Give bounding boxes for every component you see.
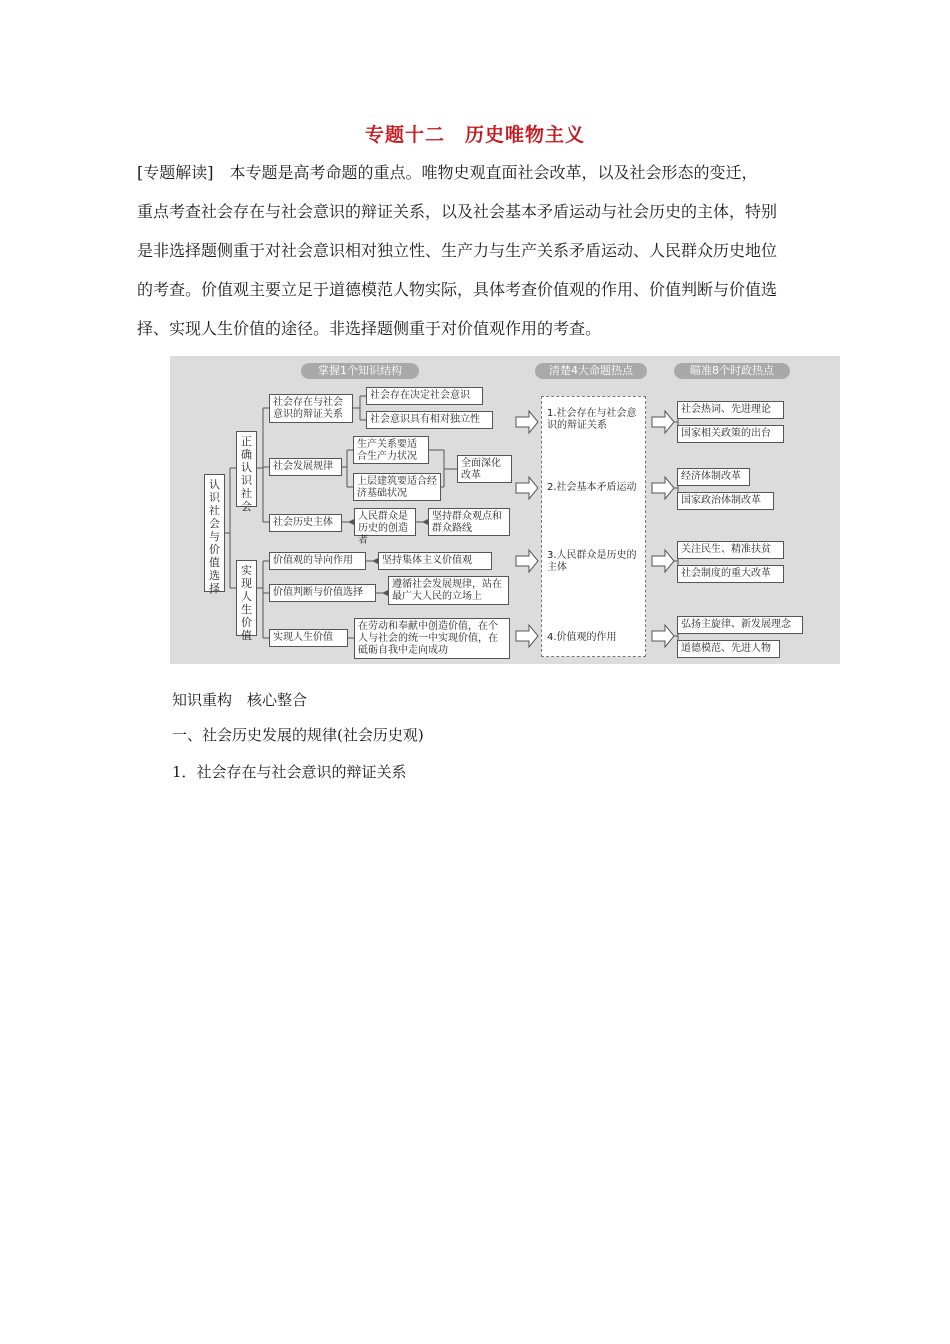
root-node: 认识社会与价值选择 bbox=[204, 474, 225, 592]
topic-deepen-reform: 全面深化改革 bbox=[457, 455, 512, 483]
topic-superstructure: 上层建筑要适合经济基础状况 bbox=[353, 473, 441, 501]
topic-historical-subject: 社会历史主体 bbox=[269, 514, 342, 532]
topic-follow-laws: 遵循社会发展规律，站在最广大人民的立场上 bbox=[388, 576, 509, 605]
intro-line: [专题解读] 本专题是高考命题的重点。唯物史观直面社会改革，以及社会形态的变迁， bbox=[137, 163, 758, 182]
current-affair-item: 社会热词、先进理论 bbox=[677, 401, 784, 419]
topic-production-relations: 生产关系要适合生产力状况 bbox=[353, 436, 429, 464]
header-current-affairs: 瞄准8个时政热点 bbox=[674, 363, 790, 379]
current-affair-item: 国家政治体制改革 bbox=[677, 492, 774, 510]
topic-value-guidance: 价值观的导向作用 bbox=[269, 552, 366, 570]
topic-social-development: 社会发展规律 bbox=[269, 458, 342, 476]
hotspot-item: 3.人民群众是历史的主体 bbox=[547, 550, 637, 573]
current-affair-item: 经济体制改革 bbox=[677, 468, 750, 486]
intro-line: 是非选择题侧重于对社会意识相对独立性、生产力与生产关系矛盾运动、人民群众历史地位 bbox=[137, 241, 778, 260]
hotspot-column bbox=[541, 396, 646, 657]
page-title: 专题十二 历史唯物主义 bbox=[364, 124, 585, 146]
current-affair-item: 社会制度的重大改革 bbox=[677, 565, 784, 583]
topic-realize-value: 实现人生价值 bbox=[269, 629, 348, 647]
topic-relative-independence: 社会意识具有相对独立性 bbox=[366, 411, 493, 429]
intro-line: 的考查。价值观主要立足于道德模范人物实际，具体考查价值观的作用、价值判断与价值选 bbox=[137, 280, 778, 299]
intro-line: 择、实现人生价值的途径。非选择题侧重于对价值观作用的考查。 bbox=[137, 319, 602, 338]
sub-heading-history-law: 一、社会历史发展的规律(社会历史观) bbox=[172, 726, 424, 744]
topic-mass-line: 坚持群众观点和群众路线 bbox=[428, 508, 510, 536]
hotspot-item: 2.社会基本矛盾运动 bbox=[547, 482, 637, 493]
hotspot-item: 4.价值观的作用 bbox=[547, 632, 617, 643]
branch-realize-life-value: 实现人生价值 bbox=[236, 560, 257, 636]
current-affair-item: 道德模范、先进人物 bbox=[677, 640, 780, 658]
topic-collectivism: 坚持集体主义价值观 bbox=[378, 552, 492, 570]
branch-understand-society: 正确认识社会 bbox=[236, 431, 257, 507]
topic-people-create-history: 人民群众是历史的创造者 bbox=[354, 508, 416, 536]
intro-paragraph bbox=[137, 153, 837, 348]
topic-existence-determines: 社会存在决定社会意识 bbox=[366, 387, 483, 405]
topic-labor-dedication: 在劳动和奉献中创造价值，在个人与社会的统一中实现价值，在砥砺自我中走向成功 bbox=[354, 618, 510, 659]
knowledge-structure-diagram bbox=[170, 356, 840, 664]
current-affair-item: 国家相关政策的出台 bbox=[677, 425, 784, 443]
hotspot-item: 1.社会存在与社会意识的辩证关系 bbox=[547, 408, 637, 431]
current-affair-item: 关注民生、精准扶贫 bbox=[677, 541, 784, 559]
topic-existence-consciousness: 社会存在与社会意识的辩证关系 bbox=[269, 394, 353, 423]
header-hotspots: 清楚4大命题热点 bbox=[535, 363, 647, 379]
intro-line: 重点考查社会存在与社会意识的辩证关系，以及社会基本矛盾运动与社会历史的主体，特别 bbox=[137, 202, 778, 221]
section-heading: 知识重构 核心整合 bbox=[172, 691, 308, 709]
current-affair-item: 弘扬主旋律、新发展理念 bbox=[677, 616, 803, 634]
topic-value-judgment: 价值判断与价值选择 bbox=[269, 584, 376, 602]
sub-heading-dialectical-relation: 1．社会存在与社会意识的辩证关系 bbox=[172, 763, 407, 781]
header-knowledge-structure: 掌握1个知识结构 bbox=[301, 363, 419, 379]
